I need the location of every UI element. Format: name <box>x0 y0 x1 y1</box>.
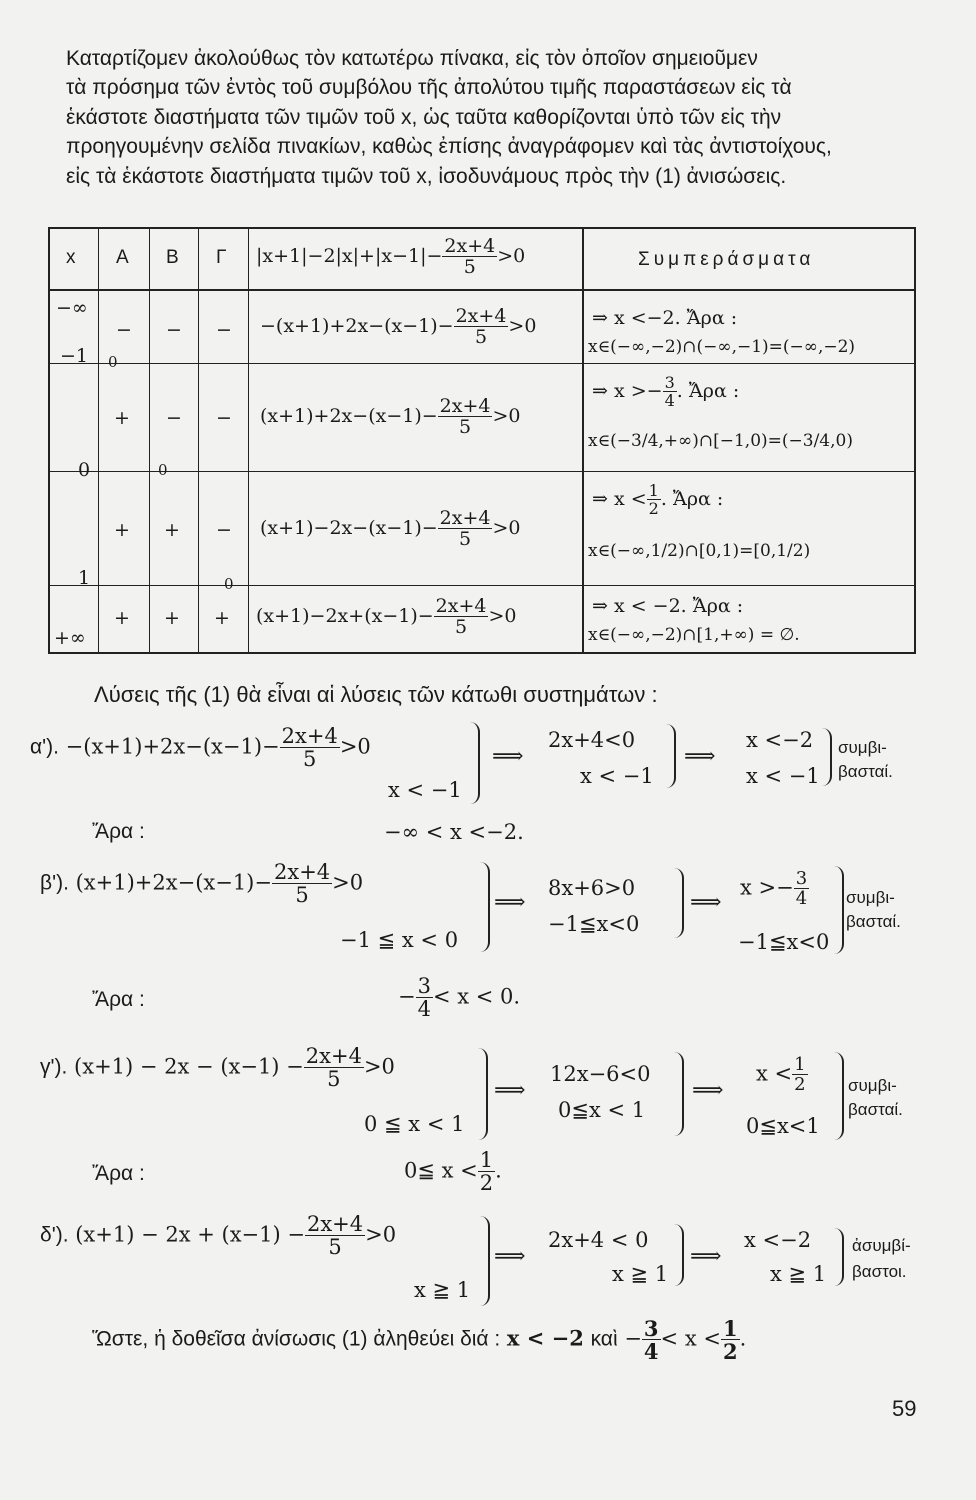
row-expression: −(x+1)+2x−(x−1)− $\frac{2x+4}{5}$ >0 <box>260 305 537 348</box>
col-divider <box>248 227 249 654</box>
row-interval: x∈(−3/4,+∞)∩[−1,0)=(−3/4,0) <box>588 431 853 451</box>
delta-verdict: βαστοι. <box>852 1262 907 1281</box>
sign-cell: + <box>114 519 130 541</box>
sign-cell: + <box>164 519 180 541</box>
col-divider <box>149 227 150 654</box>
system-gamma: γ'). (x+1) − 2x − (x−1) − $\frac{2x+4}{5}$ >0 <box>40 1044 395 1091</box>
intro-paragraph <box>66 44 926 191</box>
row-expression: (x+1)−2x−(x−1)− $\frac{2x+4}{5}$ >0 <box>260 507 521 550</box>
row-interval: x∈(−∞,−2)∩[1,+∞) = ∅. <box>588 625 800 645</box>
brace <box>672 1052 684 1136</box>
table-border-left <box>48 227 50 654</box>
row-interval: x∈(−∞,−2)∩(−∞,−1)=(−∞,−2) <box>588 337 856 357</box>
implies-arrow: ⟹ <box>692 1078 724 1103</box>
brace <box>468 722 480 804</box>
beta-verdict: βασταί. <box>846 912 901 931</box>
row-conclusion: ⇒ x >− $\frac{3}{4}$ . Ἄρα : <box>592 373 740 410</box>
alpha-verdict: βασταί. <box>838 762 893 781</box>
intro-line: προηγουμένην σελίδα πινακίων, καθὼς ἐπίσης ἀναγράφομεν καὶ τὰς ἀντιστοίχους, <box>66 135 832 159</box>
zero-mark: 0 <box>224 575 234 593</box>
row-conclusion: ⇒ x <−2. Ἄρα : <box>592 307 738 329</box>
row-conclusion: ⇒ x < −2. Ἄρα : <box>592 595 744 617</box>
sign-table <box>48 227 916 654</box>
sign-cell: − <box>216 519 232 541</box>
header-g: Γ <box>216 247 227 268</box>
sign-cell: − <box>166 319 182 341</box>
col-divider <box>198 227 199 654</box>
row-divider <box>48 471 916 472</box>
gamma-res2: 0≦x<1 <box>746 1114 820 1138</box>
beta-answer: − $\frac{3}{4}$ < x < 0. <box>398 974 521 1021</box>
sign-cell: + <box>114 407 130 429</box>
alpha-res2: x < −1 <box>746 764 820 788</box>
sign-cell: − <box>216 407 232 429</box>
beta-condition: −1 ≦ x < 0 <box>340 928 459 952</box>
alpha-mid1: 2x+4<0 <box>548 728 636 752</box>
zero-mark: 0 <box>108 353 118 371</box>
header-b: Β <box>166 247 179 268</box>
implies-arrow: ⟹ <box>494 1078 526 1103</box>
x-mark: 1 <box>78 567 91 589</box>
x-mark: −1 <box>60 345 89 367</box>
header-expression: |x+1|−2|x|+|x−1|− $\frac{2x+4}{5}$ >0 <box>256 235 526 278</box>
zero-mark: 0 <box>158 461 168 479</box>
sign-cell: + <box>114 607 130 629</box>
brace <box>672 868 684 938</box>
x-mark: +∞ <box>54 627 86 649</box>
alpha-answer: −∞ < x <−2. <box>384 820 524 844</box>
ara-label: Ἄρα : <box>92 1162 145 1185</box>
row-divider <box>48 585 916 586</box>
beta-verdict: συμβι- <box>846 888 895 907</box>
brace <box>834 1228 844 1286</box>
intro-line: ἑκάστοτε διαστήματα τῶν τιμῶν τοῦ x, ὡς ταῦτα καθορίζονται ὑπὸ τῶν εἰς τὴν <box>66 105 782 129</box>
brace <box>672 1224 684 1286</box>
delta-condition: x ≧ 1 <box>414 1278 471 1302</box>
alpha-res1: x <−2 <box>746 728 814 752</box>
x-mark: −∞ <box>56 297 88 319</box>
x-mark: 0 <box>78 459 91 481</box>
brace <box>478 1216 490 1306</box>
conclusion: Ὥστε, ἡ δοθεῖσα ἀνίσωσις (1) ἀληθεύει διά : x < −2 καὶ − $\frac{3}{4}$ < x < $\frac{1}{2}$ . <box>92 1316 747 1364</box>
solutions-heading: Λύσεις τῆς (1) θὰ εἶναι αἱ λύσεις τῶν κάτωθι συστημάτων : <box>94 682 658 707</box>
system-delta: δ'). (x+1) − 2x + (x−1) − $\frac{2x+4}{5}$ >0 <box>40 1212 397 1259</box>
sign-cell: − <box>216 319 232 341</box>
brace <box>822 728 832 786</box>
system-beta: β'). (x+1)+2x−(x−1)− $\frac{2x+4}{5}$ >0 <box>40 860 364 907</box>
system-alpha: α'). −(x+1)+2x−(x−1)− $\frac{2x+4}{5}$ >0 <box>30 724 371 771</box>
intro-line: τὰ πρόσημα τῶν ἐντὸς τοῦ συμβόλου τῆς ἀπολύτου τιμῆς παραστάσεων εἰς τὰ <box>66 76 792 100</box>
brace <box>834 866 844 954</box>
row-expression: (x+1)−2x+(x−1)− $\frac{2x+4}{5}$ >0 <box>256 595 517 638</box>
implies-arrow: ⟹ <box>494 890 526 915</box>
sign-cell: + <box>164 607 180 629</box>
beta-res1: x >− $\frac{3}{4}$ <box>740 868 808 909</box>
gamma-mid2: 0≦x < 1 <box>558 1098 646 1122</box>
header-divider <box>48 289 916 291</box>
implies-arrow: ⟹ <box>690 1244 722 1269</box>
sign-cell: + <box>214 607 230 629</box>
header-a: Α <box>116 247 129 268</box>
gamma-res1: x < $\frac{1}{2}$ <box>756 1054 806 1095</box>
implies-arrow: ⟹ <box>492 744 524 769</box>
row-expression: (x+1)+2x−(x−1)− $\frac{2x+4}{5}$ >0 <box>260 395 521 438</box>
brace <box>834 1052 844 1140</box>
intro-line: Καταρτίζομεν ἀκολούθως τὸν κατωτέρω πίνακα, εἰς τὸν ὁποῖον σημειοῦμεν <box>66 47 758 70</box>
gamma-mid1: 12x−6<0 <box>550 1062 651 1086</box>
implies-arrow: ⟹ <box>494 1244 526 1269</box>
delta-mid1: 2x+4 < 0 <box>548 1228 649 1252</box>
delta-mid2: x ≧ 1 <box>612 1262 669 1286</box>
alpha-mid2: x < −1 <box>580 764 654 788</box>
row-interval: x∈(−∞,1/2)∩[0,1)=[0,1/2) <box>588 541 811 561</box>
table-border-bottom <box>48 652 916 654</box>
sign-cell: − <box>116 319 132 341</box>
brace <box>478 862 490 952</box>
beta-mid1: 8x+6>0 <box>548 876 636 900</box>
delta-res2: x ≧ 1 <box>770 1262 827 1286</box>
col-divider <box>582 227 584 654</box>
row-divider <box>48 363 916 364</box>
gamma-verdict: συμβι- <box>848 1076 897 1095</box>
intro-line: εἰς τὰ ἑκάστοτε διαστήματα τιμῶν τοῦ x, ἰσοδυνάμους πρὸς τὴν (1) ἀνισώσεις. <box>66 164 787 188</box>
gamma-condition: 0 ≦ x < 1 <box>364 1112 465 1136</box>
row-conclusion: ⇒ x < $\frac{1}{2}$ . Ἄρα : <box>592 481 724 518</box>
implies-arrow: ⟹ <box>690 890 722 915</box>
alpha-condition: x < −1 <box>388 778 462 802</box>
ara-label: Ἄρα : <box>92 988 145 1011</box>
ara-label: Ἄρα : <box>92 820 145 843</box>
delta-res1: x <−2 <box>744 1228 812 1252</box>
delta-verdict: ἀσυμβί- <box>852 1236 911 1255</box>
beta-mid2: −1≦x<0 <box>548 912 640 936</box>
table-border-right <box>914 227 916 654</box>
implies-arrow: ⟹ <box>684 744 716 769</box>
header-x: x <box>66 247 76 268</box>
alpha-verdict: συμβι- <box>838 738 887 757</box>
sign-cell: − <box>166 407 182 429</box>
col-divider <box>98 227 99 654</box>
brace <box>664 724 676 788</box>
gamma-answer: 0≦ x < $\frac{1}{2}$ . <box>404 1148 502 1195</box>
brace <box>476 1048 488 1140</box>
header-conclusions: Συμπεράσματα <box>638 249 815 270</box>
page-number: 59 <box>892 1396 917 1421</box>
beta-res2: −1≦x<0 <box>738 930 830 954</box>
table-border-top <box>48 227 916 229</box>
gamma-verdict: βασταί. <box>848 1100 903 1119</box>
